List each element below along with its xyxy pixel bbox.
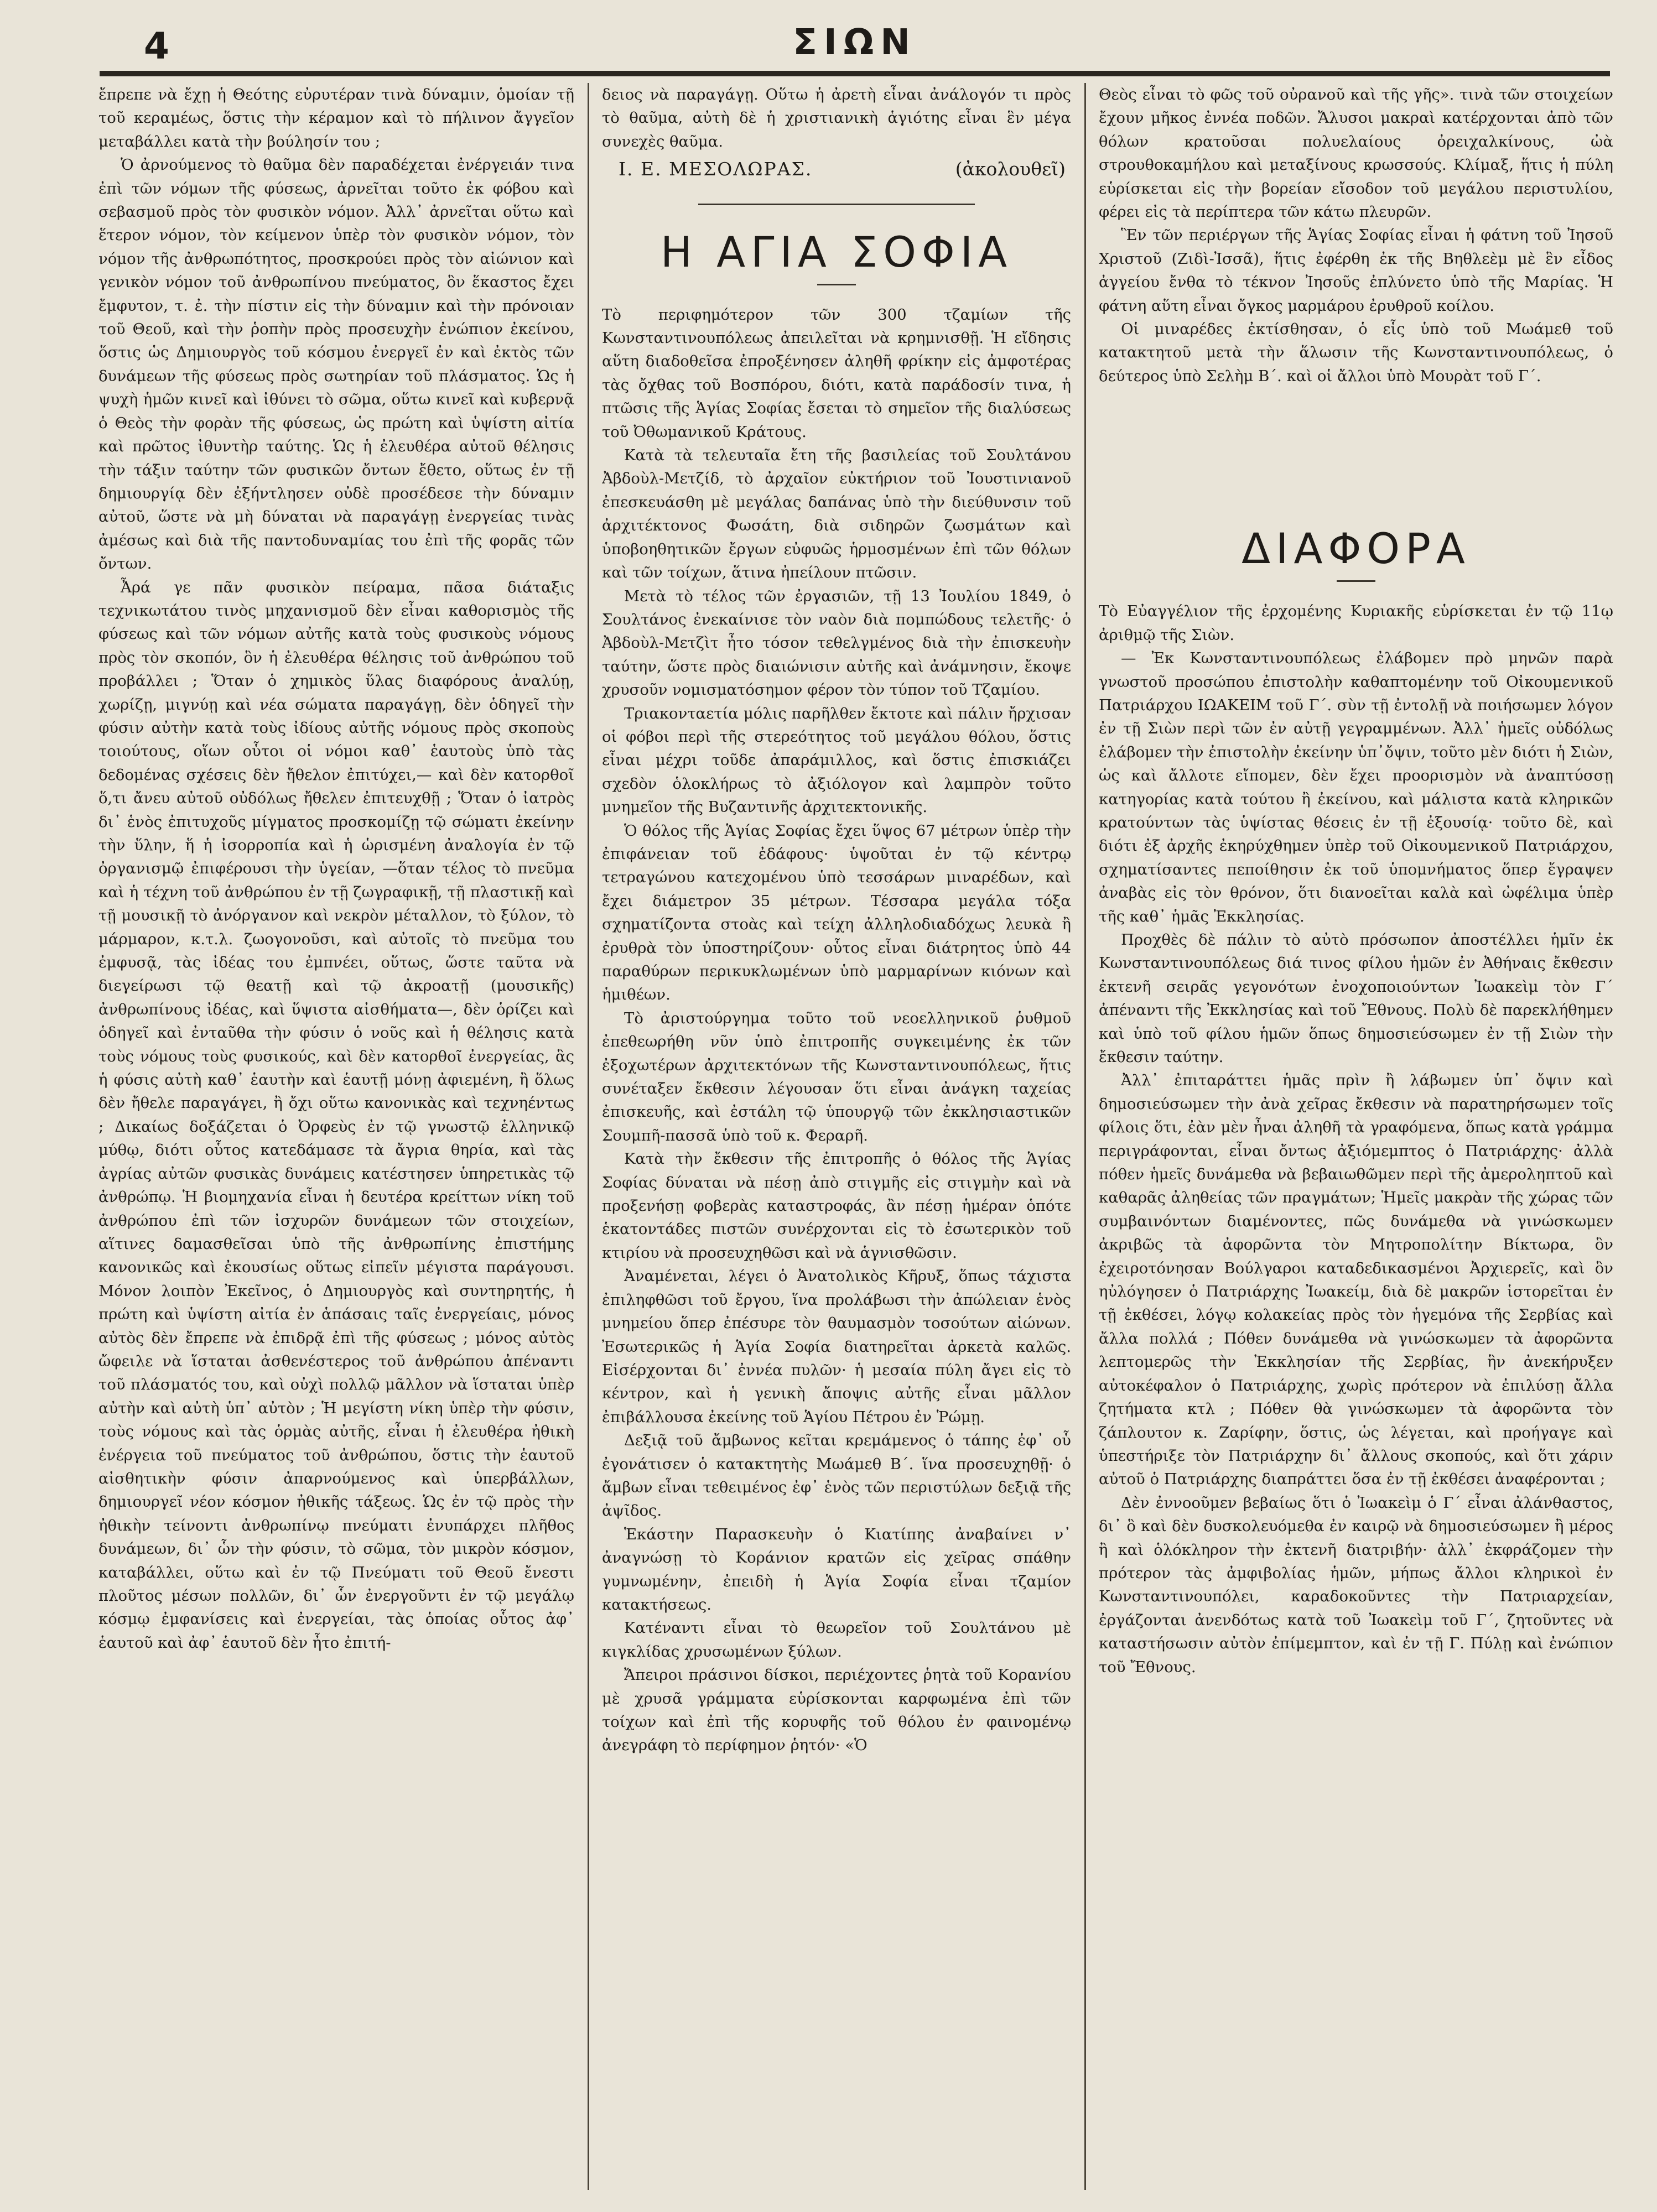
column-divider <box>1084 83 1086 2190</box>
paragraph: Κατέναντι εἶναι τὸ θεωρεῖον τοῦ Σουλτάνου μὲ κιγκλίδας χρυσωμένων ξύλων. <box>602 1619 1071 1661</box>
paragraph: Ὁ ἀρνούμενος τὸ θαῦμα δὲν παραδέχεται ἐνέργειάν τινα ἐπὶ τῶν νόμων τῆς φύσεως, ἀρνεῖται τοῦτο ἐκ φόβου καὶ σεβασμοῦ πρὸς τὸν φυσικὸν νόμον. Ἀλλ᾽ ἀρνεῖται οὕτω καὶ ἕτερον νόμον, τὸν κείμενον ὑπὲρ τὸν φυσικὸν νόμον, τὸν νόμον τῆς ἀνθρωπότητος, προσκρούει πρὸς τὸν αἰώνιον καὶ γενικὸν νόμον τοῦ ἀνθρωπίνου πνεύματος, ὃν ἕκαστος ἔχει ἔμφυτον, τ. ἐ. τὴν πίστιν εἰς τὴν δύναμιν καὶ τὴν πρόνοιαν τοῦ Θεοῦ, καὶ τὴν ῥοπὴν πρὸς προσευχὴν ἐνώπιον ἐκείνου, ὅστις ὡς Δημιουργὸς τοῦ κόσμου ἐνεργεῖ ἐν καὶ ἐκτὸς τῶν δυνάμεων τῆς φύσεως πρὸς σωτηρίαν τοῦ πλάσματος. Ὡς ἡ ψυχὴ ἡμῶν κινεῖ καὶ ἰθύνει τὸ σῶμα, οὕτω κινεῖ καὶ κυβερνᾷ ὁ Θεὸς τὴν φορὰν τῆς φύσεως, ὡς πρώτη καὶ ὑψίστη αἰτία καὶ πρῶτος ἰθυντὴρ ταύτης. Ὡς ἡ ἐλευθέρα αὐτοῦ θέλησις τὴν τάξιν ταύτην τῶν φυσικῶν ὄντων ἔθετο, οὕτως ἐν τῇ δημιουργίᾳ δὲν ἐξήντλησεν οὐδὲ προσέδεσε τὴν δύναμιν αὐτοῦ, ὥστε νὰ μὴ δύναται νὰ παραγάγῃ ἐνεργείας τινὰς ἀμέσως καὶ διὰ τῆς παντοδυναμίας του ἐπὶ τῆς φορᾶς τῶν ὄντων. <box>98 156 574 573</box>
paragraph: Τριακονταετία μόλις παρῆλθεν ἔκτοτε καὶ πάλιν ἤρχισαν οἱ φόβοι περὶ τῆς στερεότητος τοῦ μεγάλου θόλου, ὅστις εἶναι μέχρι τοῦδε ἀπαράμιλλος, καὶ ὅστις ἐπισκιάζει σχεδὸν ὁλοκλήρως τὸ ἀξιόλογον καὶ λαμπρὸν τοῦτο μνημεῖον τῆς Βυζαντινῆς ἀρχιτεκτονικῆς. <box>602 704 1071 816</box>
paragraph: ἔπρεπε νὰ ἔχῃ ἡ Θεότης εὐρυτέραν τινὰ δύναμιν, ὁμοίαν τῇ τοῦ κεραμέως, ὅστις τὴν κέραμον καὶ τὸ πήλινον ἄγγεῖον μεταβάλλει κατὰ τὴν βούλησίν του ; <box>98 86 574 150</box>
paragraph: Δεξιᾷ τοῦ ἄμβωνος κεῖται κρεμάμενος ὁ τάπης ἐφ᾽ οὗ ἐγονάτισεν ὁ κατακτητὴς Μωάμεθ Β΄. ἵνα προσευχηθῇ· ὁ ἄμβων εἶναι τεθειμένος ἐφ᾽ ἑνὸς τῶν περιστύλων δεξιᾷ τῆς ἀψῖδος. <box>602 1432 1071 1520</box>
paragraph: Τὸ ἀριστούργημα τοῦτο τοῦ νεοελληνικοῦ ῥυθμοῦ ἐπεθεωρήθη νῦν ὑπὸ ἐπιτροπῆς συγκειμένης ἐκ τῶν ἐξοχωτέρων ἀρχιτεκτόνων τῆς Κωνσταντινουπόλεως, ἥτις συνέταξεν ἔκθεσιν λέγουσαν ὅτι εἶναι ἀνάγκη ταχείας ἐπισκευῆς, καὶ ἐστάλη τῷ ὑπουργῷ τῶν ἐκκλησιαστικῶν Σουμπῆ-πασσᾶ ὑπὸ τοῦ κ. Φεραρῆ. <box>602 1009 1071 1144</box>
paragraph: Προχθὲς δὲ πάλιν τὸ αὐτὸ πρόσωπον ἀποστέλλει ἡμῖν ἐκ Κωνσταντινουπόλεως διά τινος φίλου ἡμῶν ἐν Ἀθήναις ἔκθεσιν ἐκτενῆ σειρᾶς γεγονότων ἐνοχοποιούντων Ἰωακεὶμ τὸν Γ΄ ἀπέναντι τῆς Ἐκκλησίας καὶ τοῦ Ἔθνους. Πολὺ δὲ παρεκλήθημεν καὶ ὑπὸ τοῦ φίλου ἡμῶν ὅπως δημοσιεύσωμεν ἐν τῇ Σιὼν τὴν ἔκθεσιν ταύτην. <box>1099 930 1613 1066</box>
paragraph: Ἓν τῶν περιέργων τῆς Ἁγίας Σοφίας εἶναι ἡ φάτνη τοῦ Ἰησοῦ Χριστοῦ (Ζιδὶ-Ἰσσᾶ), ἥτις ἐφέρθη ἐκ τῆς Βηθλεὲμ μὲ ἓν εἶδος ἀγγείου ἔνθα τὸ τέκνον Ἰησοῦς ἐπλύνετο ὑπὸ τῆς Μαρίας. Ἡ φάτνη αὕτη εἶναι ὄγκος μαρμάρου ἐρυθροῦ κοίλου. <box>1099 226 1613 315</box>
paragraph: Ἀλλ᾽ ἐπιταράττει ἡμᾶς πρὶν ἢ λάβωμεν ὑπ᾽ ὄψιν καὶ δημοσιεύσωμεν τὴν ἀνὰ χεῖρας ἔκθεσιν νὰ παρατηρήσωμεν τοῖς φίλοις ὅτι, ἐὰν μὲν ἦναι ἀληθῆ τὰ γραφόμενα, ὅπως κατὰ γράμμα περιγράφονται, εἶναι ὄντως ἀξιόμεμπτος ὁ Πατριάρχης· ἀλλὰ πόθεν ἡμεῖς δυνάμεθα νὰ βεβαιωθῶμεν περὶ τῆς ἀμεροληπτοῦ καὶ καθαρᾶς ἀληθείας τῶν πραγμάτων; Ἡμεῖς μακρὰν τῆς χώρας τῶν συμβαινόντων διαμένοντες, πῶς δυνάμεθα νὰ γινώσκωμεν ἀκριβῶς τὰ ἀφορῶντα τὸν Μητροπολίτην Βίκτωρα, ὃν ἐχειροτόνησαν Βούλγαροι καταδεδικασμένοι Ἀρχιερεῖς, καὶ ὃν ηὐλόγησεν ὁ Πατριάρχης Ἰωακείμ, διὰ δὲ μακρῶν ἱστορεῖται ἐν τῇ ἐκθέσει, λόγῳ κολακείας πρὸς τὸν ἡγεμόνα τῆς Σερβίας καὶ ἄλλα πολλά ; Πόθεν δυνάμεθα νὰ γινώσκωμεν τὰ ἀφορῶντα λεπτομερῶς τὴν Ἐκκλησίαν τῆς Σερβίας, ἣν ἀνεκήρυξεν αὐτοκέφαλον ὁ Πατριάρχης, χωρὶς πρότερον νὰ ἐπιλύσῃ ἄλλα ζητήματα κτλ ; Πόθεν θὰ γινώσκωμεν τὰ ἀφορῶντα τὸν ζάπλουτον κ. Ζαρίφην, ὅστις, ὡς λέγεται, καὶ προήγαγε καὶ ὑπεστήριξε τὸν Πατριάρχην δι᾽ ἄλλους σκοπούς, καὶ ὅτι χάριν αὐτοῦ ὁ Πατριάρχης διαπράττει ὅσα ἐν τῇ ἐκθέσει ἀναφέρονται ; <box>1099 1071 1613 1488</box>
header-rule <box>100 71 1610 76</box>
paragraph: Μετὰ τὸ τέλος τῶν ἐργασιῶν, τῇ 13 Ἰουλίου 1849, ὁ Σουλτάνος ἐνεκαίνισε τὸν ναὸν διὰ πομπώδους τελετῆς· ὁ Ἀβδοὺλ-Μετζὶτ ἦτο τόσον τεθελγμένος διὰ τὴν ἐπισκευὴν ταύτην, ὥστε πρὸς διαιώνισιν αὐτῆς καὶ ἀνάμνησιν, ἔκοψε χρυσοῦν νομισματόσημον φέρον τὸν τύπον τοῦ Τζαμίου. <box>602 587 1071 699</box>
article-separator-rule <box>698 204 975 205</box>
paragraph: δειος νὰ παραγάγῃ. Οὕτω ἡ ἀρετὴ εἶναι ἀνάλογόν τι πρὸς τὸ θαῦμα, αὐτὴ δὲ ἡ χριστιανικὴ ἁγιότης εἶναι ἓν μέγα συνεχὲς θαῦμα. <box>602 86 1071 150</box>
continued-note: (ἀκολουθεῖ) <box>955 158 1066 180</box>
paragraph: Κατὰ τὴν ἔκθεσιν τῆς ἐπιτροπῆς ὁ θόλος τῆς Ἁγίας Σοφίας δύναται νὰ πέσῃ ἀπὸ στιγμῆς εἰς στιγμὴν καὶ νὰ προξενήσῃ φοβερὰς καταστροφάς, ἂν πέσῃ ἡμέραν ὁπότε ἑκατοντάδες πιστῶν συνέρχονται εἰς τὸ ἐσωτερικὸν τοῦ κτιρίου νὰ προσευχηθῶσι καὶ νὰ ἁγνισθῶσιν. <box>602 1150 1071 1262</box>
section-spacer <box>1099 388 1613 504</box>
masthead-title: ΣΙΩΝ <box>793 22 917 63</box>
paragraph: Τὸ περιφημότερον τῶν 300 τζαμίων τῆς Κωνσταντινουπόλεως ἀπειλεῖται νὰ κρημνισθῇ. Ἡ εἴδησις αὕτη διαδοθεῖσα ἐπροξένησεν ἀληθῆ φρίκην εἰς ἀμφοτέρας τὰς ὄχθας τοῦ Βοσπόρου, διότι, κατὰ παράδοσίν τινα, ἡ πτῶσις τῆς Ἁγίας Σοφίας ἔσεται τὸ σημεῖον τῆς διαλύσεως τοῦ Ὀθωμανικοῦ Κράτους. <box>602 305 1071 441</box>
paragraph: Ἑκάστην Παρασκευὴν ὁ Κιατίπης ἀναβαίνει ν᾽ ἀναγνώσῃ τὸ Κοράνιον κρατῶν εἰς χεῖρας σπάθην γυμνωμένην, ἐπειδὴ ἡ Ἁγία Σοφία εἶναι τζαμίον κατακτήσεως. <box>602 1525 1071 1614</box>
title-underline <box>1337 580 1375 582</box>
column-1 <box>98 83 574 2190</box>
byline <box>602 158 1071 181</box>
title-underline <box>817 284 856 285</box>
column-divider <box>588 83 589 2190</box>
paragraph: Κατὰ τὰ τελευταῖα ἔτη τῆς βασιλείας τοῦ Σουλτάνου Ἀβδοὺλ-Μετζίδ, τὸ ἀρχαῖον εὐκτήριον τοῦ Ἰουστινιανοῦ ἐπεσκευάσθη μὲ μεγάλας δαπάνας ὑπὸ τὴν διεύθυνσιν τοῦ ἀρχιτέκτονος Φωσάτη, διὰ σιδηρῶν ζωσμάτων καὶ ὑποβοηθητικῶν ἔργων εὐφυῶς ἡρμοσμένων ἐπὶ τῶν θόλων καὶ τῶν τοίχων, ἅτινα ἠπείλουν πτῶσιν. <box>602 446 1071 582</box>
column-3 <box>1099 83 1613 2190</box>
page-header <box>100 22 1610 72</box>
paragraph: Οἱ μιναρέδες ἐκτίσθησαν, ὁ εἷς ὑπὸ τοῦ Μωάμεθ τοῦ κατακτητοῦ μετὰ τὴν ἅλωσιν τῆς Κωνσταντινουπόλεως, ὁ δεύτερος ὑπὸ Σελὴμ Β΄. καὶ οἱ ἄλλοι ὑπὸ Μουρὰτ τοῦ Γ΄. <box>1099 320 1613 385</box>
paragraph: Θεὸς εἶναι τὸ φῶς τοῦ οὐρανοῦ καὶ τῆς γῆς». τινὰ τῶν στοιχείων ἔχουν μῆκος ἐννέα ποδῶν. Ἄλυσοι μακραὶ κατέρχονται ἀπὸ τῶν θόλων κρατοῦσαι πολυελαίους ὀρειχαλκίνους, ὠὰ στρουθοκαμήλου καὶ μεταξίνους κρωσσούς. Κλίμαξ, ἥτις ἡ πύλη εὑρίσκεται εἰς τὴν βορείαν εἴσοδον τοῦ μεγάλου περιστυλίου, φέρει εἰς τὰ περίπτερα τῶν κάτω πλευρῶν. <box>1099 86 1613 221</box>
paragraph: Ἄπειροι πράσινοι δίσκοι, περιέχοντες ῥητὰ τοῦ Κορανίου μὲ χρυσᾶ γράμματα εὑρίσκονται καρφωμένα ἐπὶ τῶν τοίχων καὶ ἐπὶ τῆς κορυφῆς τοῦ θόλου ἐν φαινομένῳ ἀνεγράφη τὸ περίφημον ῥητόν· «Ὁ <box>602 1666 1071 1755</box>
paragraph: Ὁ θόλος τῆς Ἁγίας Σοφίας ἔχει ὕψος 67 μέτρων ὑπὲρ τὴν ἐπιφάνειαν τοῦ ἐδάφους· ὑψοῦται ἐν τῷ κέντρῳ τετραγώνου κατεχομένου ὑπὸ τεσσάρων μιναρέδων, καὶ ἔχει διάμετρον 35 μέτρων. Τέσσαρα μεγάλα τόξα σχηματίζοντα στοὰς καὶ τείχη ἀλληλοδιαδόχως λευκὰ ἢ ἐρυθρὰ τὸν ὑποστηρίζουν· οὗτος εἶναι διάτρητος ὑπὸ 44 παραθύρων περικυκλωμένων ὑπὸ μαρμαρίνων κιόνων καὶ ἡμιθέων. <box>602 821 1071 1004</box>
paragraph: — Ἐκ Κωνσταντινουπόλεως ἐλάβομεν πρὸ μηνῶν παρὰ γνωστοῦ προσώπου ἐπιστολὴν καθαπτομένην τοῦ Οἰκουμενικοῦ Πατριάρχου ΙΩΑΚΕΙΜ τοῦ Γ΄. σὺν τῇ ἐντολῇ νὰ ποιήσωμεν λόγον ἐν τῇ Σιὼν περὶ τῶν ἐν αὐτῇ γεγραμμένων. Ἀλλ᾽ ἡμεῖς οὐδόλως ἐλάβομεν τὴν ἐπιστολὴν ἐκείνην ὑπ᾽ὄψιν, τοῦτο μὲν διότι ἡ Σιὼν, ὡς καὶ ἄλλοτε εἴπομεν, δὲν ἔχει προορισμὸν νὰ ἀναπτύσσῃ κατηγορίας κατὰ τούτου ἢ ἐκείνου, καὶ μάλιστα κατὰ κληρικῶν κρατούντων τὰς ὑψίστας θέσεις ἐν τῇ ἐξουσίᾳ· τοῦτο δὲ, καὶ διότι ἐξ ἀρχῆς ἐκηρύχθημεν ὑπὲρ τοῦ Οἰκουμενικοῦ Πατριάρχου, σχηματίσαντες πεποίθησιν ἐκ τοῦ ὑπομνήματος ὅπερ ἔγραψεν ἀναβὰς εἰς τὸν θρόνον, ὅτι διανοεῖται καλὰ καὶ ὠφέλιμα ὑπὲρ τῆς καθ᾽ ἡμᾶς Ἐκκλησίας. <box>1099 649 1613 925</box>
paragraph: Δὲν ἐννοοῦμεν βεβαίως ὅτι ὁ Ἰωακεὶμ ὁ Γ΄ εἶναι ἀλάνθαστος, δι᾽ ὃ καὶ δὲν δυσκολευόμεθα ἐν καιρῷ νὰ δημοσιεύσωμεν ἢ μέρος ἢ καὶ ὁλόκληρον τὴν ἐκτενῆ διατριβήν· ἀλλ᾽ ἐκφράζομεν τὴν πρότερον τὰς ἀμφιβολίας ἡμῶν, μήπως ἄλλοι κληρικοὶ ἐν Κωνσταντινουπόλει, καραδοκοῦντες τὴν Πατριαρχείαν, ἐργάζονται ἀνενδότως κατὰ τοῦ Ἰωακεὶμ τοῦ Γ΄, ζητοῦντες νὰ καταστήσωσιν αὐτὸν ἐπίμεμπτον, καὶ ἐν τῇ Γ. Πύλῃ καὶ ἐνώπιον τοῦ Ἔθνους. <box>1099 1493 1613 1676</box>
column-2 <box>602 83 1071 2190</box>
section-title-agia-sofia: Η ΑΓΙΑ ΣΟΦΙΑ <box>660 227 1013 277</box>
page-number: 4 <box>144 25 169 67</box>
paragraph: Ἀναμένεται, λέγει ὁ Ἀνατολικὸς Κῆρυξ, ὅπως τάχιστα ἐπιληφθῶσι τοῦ ἔργου, ἵνα προλάβωσι τὴν ἀπώλειαν ἑνὸς μνημείου ὅπερ ἐπέσυρε τὸν θαυμασμὸν τοσούτων αἰώνων. Ἐσωτερικῶς ἡ Ἁγία Σοφία διατηρεῖται ἀρκετὰ καλῶς. Εἰσέρχονται δι᾽ ἐννέα πυλῶν· ἡ μεσαία πύλη ἄγει εἰς τὸ κέντρον, καὶ ἡ γενικὴ ἄποψις αὐτῆς εἶναι μᾶλλον ἐπιβάλλουσα ἐκείνης τοῦ Ἁγίου Πέτρου ἐν Ῥώμῃ. <box>602 1267 1071 1426</box>
paragraph: Ἆρά γε πᾶν φυσικὸν πείραμα, πᾶσα διάταξις τεχνικωτάτου τινὸς μηχανισμοῦ δὲν εἶναι καθορισμὸς τῆς φύσεως καὶ τῶν νόμων αὐτῆς κατὰ τοὺς φυσικοὺς νόμους πρὸς τὸν σκοπόν, ὃν ἡ ἐλευθέρα θέλησις τοῦ ἀνθρώπου τοῦ προβάλλει ; Ὅταν ὁ χημικὸς ὕλας διαφόρους ἀναλύῃ, χωρίζῃ, μιγνύῃ καὶ νέα σώματα παραγάγῃ, δὲν ὁδηγεῖ τὴν φύσιν αὐτὴν κατὰ τοὺς ἰδίους αὐτῆς νόμους πρὸς σκοποὺς τοιούτους, οἵων οὗτοι οἱ νόμοι καθ᾽ ἑαυτοὺς ὑπὸ τὰς δεδομένας σχέσεις δὲν ἤθελον ἐπιτύχει,— καὶ δὲν κατορθοῖ ὅ,τι ἄνευ αὐτοῦ οὐδόλως ἤθελεν ἐπιτευχθῇ ; Ὅταν ὁ ἰατρὸς δι᾽ ἑνὸς ἐπιτυχοῦς μίγματος προσκομίζῃ τῷ σώματι ἐκείνην τὴν ὕλην, ἥ ἡ ἰσορροπία καὶ ἡ ὡρισμένη ἀναλογία ἐν τῷ ὀργανισμῷ ἐπιφέρουσι τὴν ὑγείαν, —ὅταν τέλος τὸ πνεῦμα καὶ ἡ τέχνη τοῦ ἀνθρώπου ἐν τῇ ζωγραφικῇ, τῇ πλαστικῇ καὶ τῇ μουσικῇ τὸ ἀνόργανον καὶ νεκρὸν μέταλλον, τὸ ξύλον, τὸ μάρμαρον, κ.τ.λ. ζωογονοῦσι, καὶ αὐτοῖς τὸ πνεῦμα του ἐμφυσᾷ, τὰς ἰδέας του ἐμπνέει, οὕτως, ὥστε ταῦτα νὰ διεγείρωσι τῷ θεατῇ καὶ τῷ ἀκροατῇ (μουσικῆς) ἀνθρωπίνους ἰδέας, καὶ ὕψιστα αἰσθήματα—, δὲν ὁρίζει καὶ ὁδηγεῖ καὶ ἐνταῦθα τὴν φύσιν ὁ νοῦς καὶ ἡ θέλησις κατὰ τοὺς νόμους τοὺς φυσικούς, καὶ δὲν κατορθοῖ ἐνεργείας, ἃς ἡ φύσις αὐτὴ καθ᾽ ἑαυτὴν καὶ ἑαυτῇ μόνῃ ἀφιεμένη, ἢ ὅλως δὲν ἤθελε παραγάγει, ἢ ὄχι οὕτω κανονικὰς καὶ τεχνηέντως ; Δικαίως δοξάζεται ὁ Ὀρφεὺς ἐν τῷ γνωστῷ ἑλληνικῷ μύθῳ, διότι οὗτος κατεδάμασε τὰ ἄγρια θηρία, καὶ τὰς ἀγρίας αὐτῶν φυσικὰς δυνάμεις κατέστησεν ὑπηρετικὰς τῷ ἀνθρώπῳ. Ἡ βιομηχανία εἶναι ἡ δευτέρα κρείττων νίκη τοῦ ἀνθρώπου ἐπὶ τῶν ἰσχυρῶν δυνάμεων τῶν στοιχείων, αἵτινες δαμασθεῖσαι ὑπὸ τῆς ἀνθρωπίνης ἐπιστήμης κανονικῶς καὶ ἐκουσίως οὕτως εἰπεῖν μέγιστα παράγουσι. Μόνον λοιπὸν Ἐκεῖνος, ὁ Δημιουργὸς καὶ συντηρητής, ἡ πρώτη καὶ ὑψίστη αἰτία ἐν ἁπάσαις ταῖς ἐνεργείαις, μόνος αὐτὸς δὲν ἔπρεπε νὰ ἐπιδρᾷ ἐπὶ τῆς φύσεως ; μόνος αὐτὸς ὤφειλε νὰ ἵσταται ἀσθενέστερος τοῦ ἀνθρώπου ἀπέναντι τοῦ πλάσματός του, καὶ οὐχὶ πολλῷ μᾶλλον νὰ ἵσταται ὑπὲρ αὐτὴν καὶ αὐτὴ ὑπ᾽ αὐτὸν ; Ἡ μεγίστη νίκη ὑπὲρ τὴν φύσιν, τοὺς νόμους καὶ τὰς ὁρμὰς αὐτῆς, εἶναι ἡ ἐλευθέρα ἠθικὴ ἐνέργεια τοῦ πνεύματος τοῦ ἀνθρώπου, ὅστις τὴν ἑαυτοῦ αἰσθητικὴν φύσιν ἀπαρνούμενος καὶ ὑπερβάλλων, δημιουργεῖ νέον κόσμον ἠθικῆς τάξεως. Ὡς ἐν τῷ πρὸς τὴν ἠθικὴν τείνοντι ἀνθρωπίνῳ πνεύματι ἐνυπάρχει πλῆθος δυνάμεων, δι᾽ ὧν τὴν φύσιν, τὸ σῶμα, τὸν μικρὸν κόσμον, καταβάλλει, οὕτω καὶ ἐν τῷ Πνεύματι τοῦ Θεοῦ ἔνεστι πλοῦτος μέσων πολλῶν, δι᾽ ὧν ἐνεργοῦντι ἐν τῷ μεγάλῳ κόσμῳ ἐμφανίσεις καὶ ἐνεργείαι, τὰς ὁποίας οὗτος ἀφ᾽ ἑαυτοῦ καὶ ἀφ᾽ ἑαυτοῦ δὲν ἦτο ἐπιτή- <box>98 578 574 1652</box>
paragraph: Τὸ Εὐαγγέλιον τῆς ἐρχομένης Κυριακῆς εὑρίσκεται ἐν τῷ 11ῳ ἀριθμῷ τῆς Σιὼν. <box>1099 602 1613 644</box>
section-title-diafora: ΔΙΑΦΟΡΑ <box>1242 524 1471 574</box>
article-author: Ι. Ε. ΜΕΣΟΛΩΡΑΣ. <box>619 158 813 180</box>
